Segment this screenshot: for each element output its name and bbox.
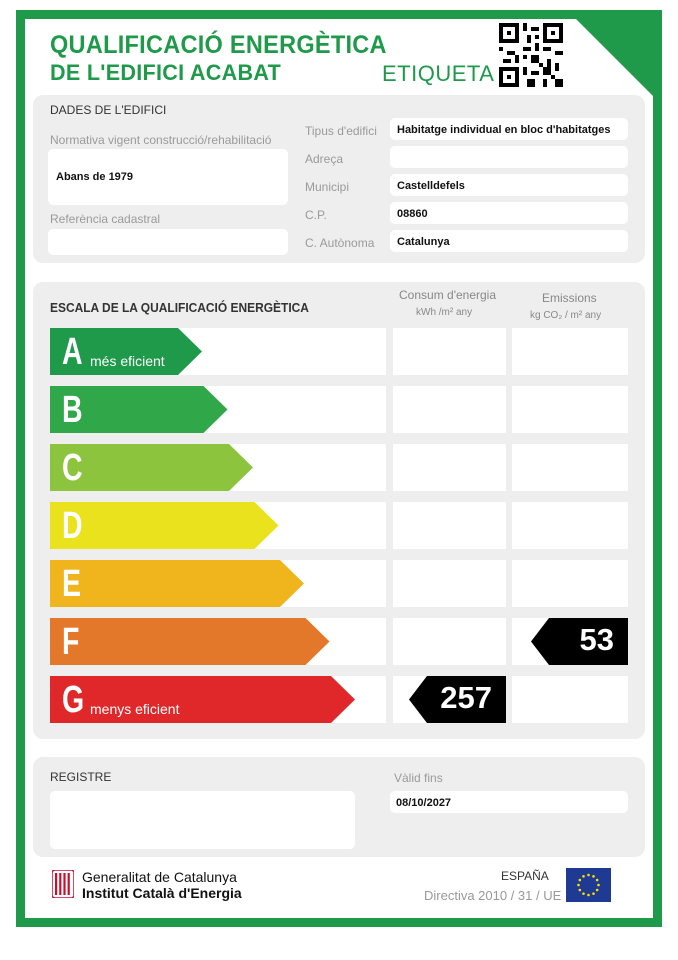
normativa-value: Abans de 1979 [56,171,134,183]
valid-label: Vàlid fins [394,771,443,785]
valid-value: 08/10/2027 [396,797,452,809]
building-section-title: DADES DE L'EDIFICI [50,103,167,117]
qr-code-icon [499,23,563,87]
emissions-cell [512,444,628,491]
registre-field [50,791,355,849]
emissions-unit: kg CO₂ / m² any [530,310,602,321]
title-line-1: QUALIFICACIÓ ENERGÈTICA [50,31,387,59]
energy-class-letter: F [62,621,80,663]
org-line-2: Institut Català d'Energia [82,885,242,901]
cp-label: C.P. [305,208,327,222]
energy-class-bar-d [50,502,279,549]
consumption-marker-value: 257 [440,680,492,715]
emissions-label: Emissions [542,291,597,305]
energy-class-bar-e [50,560,304,607]
energy-class-bar-c [50,444,253,491]
generalitat-logo-icon [52,870,74,898]
referencia-field [48,229,288,255]
comunitat-label: C. Autònoma [305,236,375,250]
comunitat-value: Catalunya [397,236,450,248]
consumption-marker [409,676,506,723]
emissions-cell [512,676,628,723]
eu-star-icon [582,875,585,878]
adreca-label: Adreça [305,152,344,166]
consum-unit: kWh /m² any [416,307,473,318]
eu-star-icon [579,889,582,892]
consumption-cell [393,560,506,607]
municipi-label: Municipi [305,180,350,194]
energy-class-caption: menys eficient [90,701,180,717]
eu-star-icon [587,874,590,877]
energy-class-bar-a [50,328,202,375]
eu-star-icon [592,892,595,895]
title-line-2: DE L'EDIFICI ACABAT [50,60,282,85]
emissions-marker [531,618,628,665]
eu-star-icon [582,892,585,895]
eu-star-icon [577,884,580,887]
energy-class-letter: G [62,679,85,721]
energy-class-letter: A [62,331,83,373]
eu-flag-icon [566,868,611,902]
eu-star-icon [579,879,582,882]
etiqueta-label: ETIQUETA [382,61,495,86]
adreca-field [390,146,628,168]
eu-star-icon [596,879,599,882]
energy-class-letter: B [62,389,83,431]
eu-star-icon [596,889,599,892]
energy-class-letter: E [62,563,82,605]
scale-section-title: ESCALA DE LA QUALIFICACIÓ ENERGÈTICA [50,300,309,315]
eu-star-icon [587,894,590,897]
energy-class-bar-g [50,676,355,723]
emissions-cell [512,328,628,375]
emissions-cell [512,502,628,549]
tipus-label: Tipus d'edifici [305,124,377,138]
municipi-value: Castelldefels [397,180,465,192]
org-line-1: Generalitat de Catalunya [82,869,237,885]
emissions-marker-value: 53 [579,622,614,657]
referencia-label: Referència cadastral [50,212,161,226]
energy-class-letter: C [62,447,83,489]
eu-star-icon [597,884,600,887]
emissions-cell [512,560,628,607]
directive-label: Directiva 2010 / 31 / UE [424,888,562,903]
energy-class-bar-b [50,386,228,433]
consumption-cell [393,386,506,433]
emissions-cell [512,386,628,433]
consum-label: Consum d'energia [399,288,497,302]
consumption-cell [393,328,506,375]
consumption-cell [393,502,506,549]
energy-class-bar-f [50,618,330,665]
energy-class-letter: D [62,505,83,547]
country-label: ESPAÑA [501,869,549,883]
normativa-label: Normativa vigent construcció/rehabilitació [50,133,272,147]
registre-label: REGISTRE [50,770,112,784]
energy-class-caption: més eficient [90,353,165,369]
tipus-value: Habitatge individual en bloc d'habitatges [397,124,611,136]
consumption-cell [393,618,506,665]
cp-value: 08860 [397,208,428,220]
eu-star-icon [592,875,595,878]
consumption-cell [393,444,506,491]
